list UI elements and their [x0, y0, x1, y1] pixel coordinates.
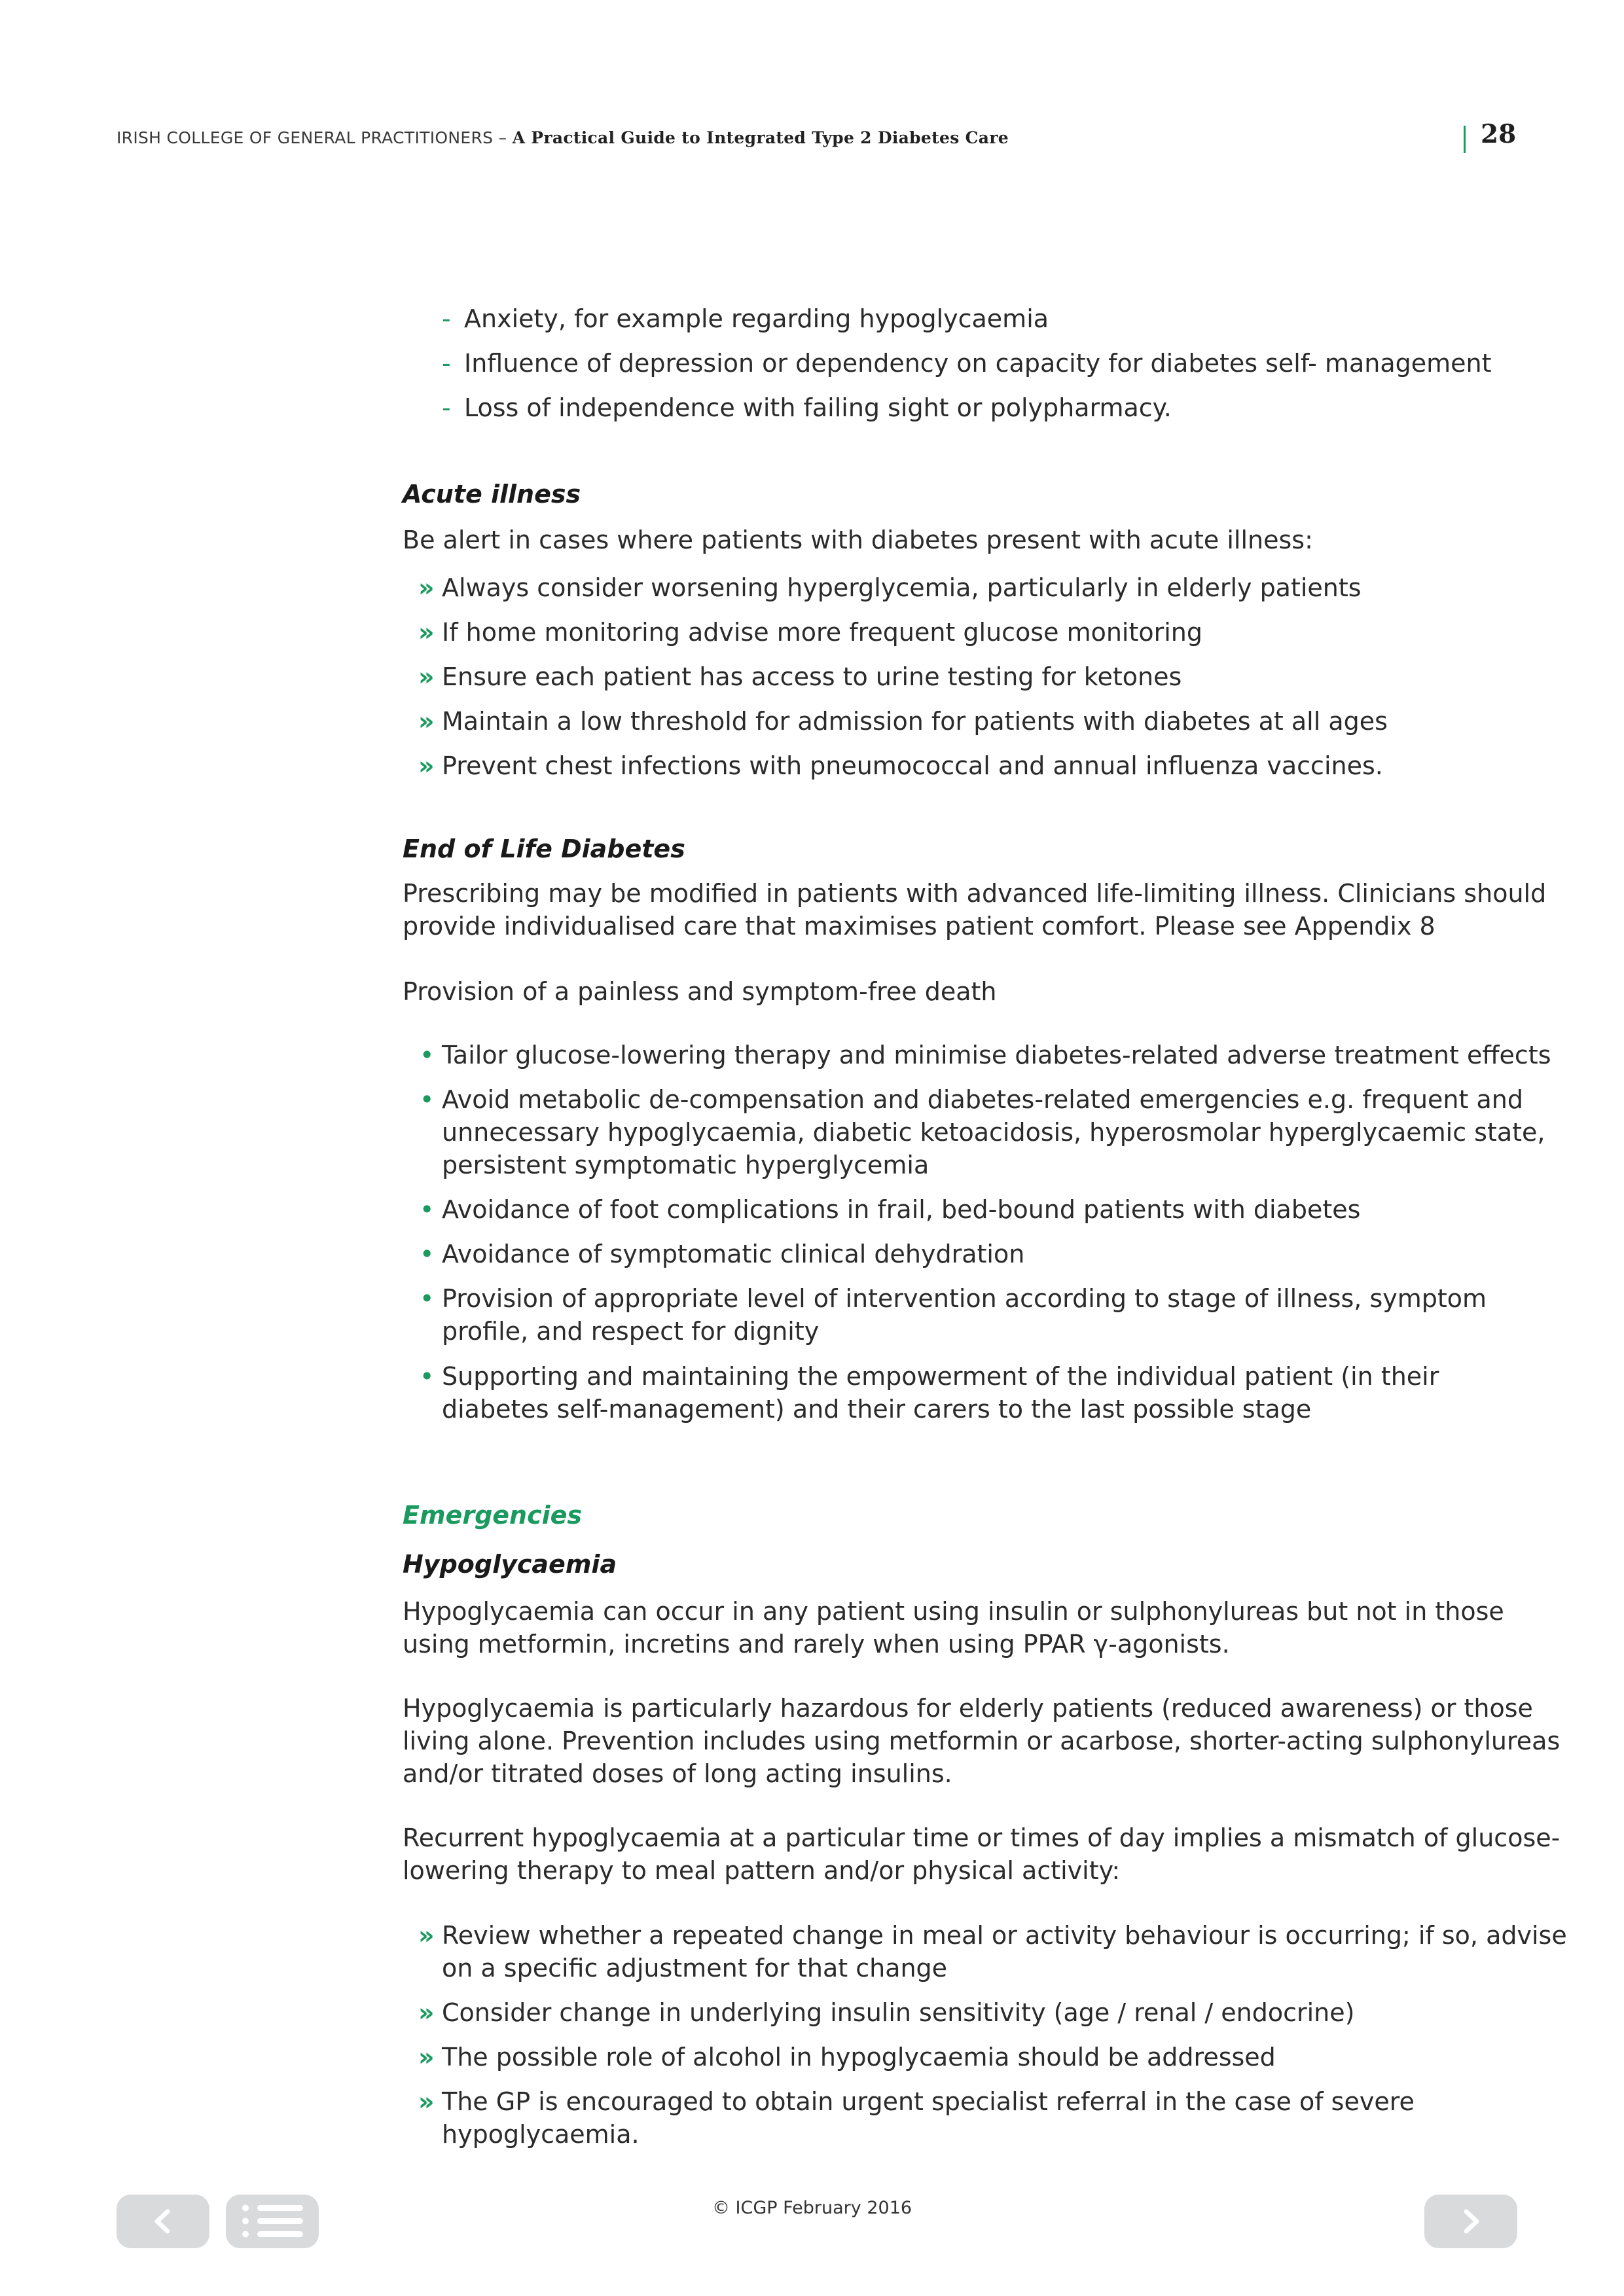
- list-item: Always consider worsening hyperglycemia, particularly in elderly patients: [442, 573, 1362, 602]
- bullet-marker: •: [420, 1284, 435, 1313]
- bullet-marker: »: [418, 2087, 435, 2116]
- list-item: Avoidance of foot complications in frail, bed-bound patients with diabetes: [442, 1195, 1361, 1224]
- chevron-right-icon: [1424, 2195, 1517, 2248]
- header-org: IRISH COLLEGE OF GENERAL PRACTITIONERS –: [117, 128, 513, 147]
- previous-page-button[interactable]: [117, 2195, 209, 2248]
- bullet-marker: »: [418, 707, 435, 736]
- bullet-marker: •: [420, 1085, 435, 1114]
- chevron-left-icon: [117, 2195, 209, 2248]
- paragraph-line: using metformin, incretins and rarely when using PPAR γ-agonists.: [403, 1630, 1230, 1659]
- list-item: Influence of depression or dependency on capacity for diabetes self- management: [464, 349, 1492, 378]
- paragraph-line: living alone. Prevention includes using metformin or acarbose, shorter-acting sulphonylureas: [403, 1727, 1561, 1755]
- bullet-marker: •: [420, 1041, 435, 1069]
- dash-marker: -: [442, 349, 451, 378]
- list-item-continued: profile, and respect for dignity: [442, 1317, 820, 1346]
- bullet-marker: »: [418, 618, 435, 647]
- bullet-marker: »: [418, 2043, 435, 2072]
- next-page-button[interactable]: [1424, 2195, 1517, 2248]
- list-item: Loss of independence with failing sight or polypharmacy.: [464, 393, 1172, 422]
- list-item-continued: unnecessary hypoglycaemia, diabetic ketoacidosis, hyperosmolar hyperglycaemic state,: [442, 1118, 1545, 1147]
- list-item: The GP is encouraged to obtain urgent specialist referral in the case of severe: [442, 2087, 1415, 2116]
- list-item: Avoidance of symptomatic clinical dehydration: [442, 1240, 1025, 1268]
- list-item-continued: diabetes self-management) and their carers to the last possible stage: [442, 1395, 1312, 1424]
- list-item: The possible role of alcohol in hypoglycaemia should be addressed: [442, 2043, 1276, 2072]
- section-heading-emergencies: Emergencies: [403, 1501, 583, 1530]
- paragraph-line: lowering therapy to meal pattern and/or physical activity:: [403, 1856, 1121, 1885]
- running-header: [117, 128, 1009, 147]
- paragraph-line: Prescribing may be modified in patients with advanced life-limiting illness. Clinicians should: [403, 879, 1547, 908]
- paragraph-line: provide individualised care that maximises patient comfort. Please see Appendix 8: [403, 912, 1435, 941]
- list-item: Provision of appropriate level of intervention according to stage of illness, symptom: [442, 1284, 1487, 1313]
- bullet-marker: »: [418, 1921, 435, 1950]
- list-item: Consider change in underlying insulin sensitivity (age / renal / endocrine): [442, 1998, 1355, 2027]
- list-item: Tailor glucose-lowering therapy and minimise diabetes-related adverse treatment effects: [442, 1041, 1551, 1069]
- section-heading-acute-illness: Acute illness: [403, 480, 581, 509]
- paragraph: Provision of a painless and symptom-free death: [403, 977, 997, 1006]
- section-heading-end-of-life: End of Life Diabetes: [403, 834, 685, 863]
- list-item: Supporting and maintaining the empowerment of the individual patient (in their: [442, 1362, 1439, 1391]
- bullet-marker: •: [420, 1195, 435, 1224]
- list-item: Ensure each patient has access to urine testing for ketones: [442, 662, 1182, 691]
- list-item: Maintain a low threshold for admission for patients with diabetes at all ages: [442, 707, 1388, 736]
- paragraph-line: Hypoglycaemia can occur in any patient using insulin or sulphonylureas but not in those: [403, 1597, 1504, 1626]
- bullet-marker: »: [418, 751, 435, 780]
- list-item: Prevent chest infections with pneumococcal and annual influenza vaccines.: [442, 751, 1383, 780]
- numbered-list-icon: [226, 2195, 319, 2248]
- bullet-marker: »: [418, 1998, 435, 2027]
- paragraph-line: and/or titrated doses of long acting insulins.: [403, 1759, 952, 1788]
- page-number-divider: [1464, 126, 1466, 153]
- bullet-marker: •: [420, 1240, 435, 1268]
- paragraph: Be alert in cases where patients with diabetes present with acute illness:: [403, 526, 1313, 554]
- subheading-hypoglycaemia: Hypoglycaemia: [403, 1550, 617, 1579]
- list-item: Anxiety, for example regarding hypoglycaemia: [464, 304, 1049, 333]
- footer-copyright: © ICGP February 2016: [712, 2198, 912, 2218]
- dash-marker: -: [442, 304, 451, 333]
- bullet-marker: »: [418, 662, 435, 691]
- page-number: 28: [1481, 119, 1517, 149]
- bullet-marker: »: [418, 573, 435, 602]
- list-item: If home monitoring advise more frequent glucose monitoring: [442, 618, 1203, 647]
- paragraph-line: Hypoglycaemia is particularly hazardous for elderly patients (reduced awareness) or those: [403, 1694, 1533, 1723]
- list-item-continued: on a specific adjustment for that change: [442, 1954, 948, 1982]
- header-guide-title: A Practical Guide to Integrated Type 2 Diabetes Care: [512, 128, 1009, 147]
- paragraph-line: Recurrent hypoglycaemia at a particular time or times of day implies a mismatch of glucose-: [403, 1823, 1561, 1852]
- list-item: Avoid metabolic de-compensation and diabetes-related emergencies e.g. frequent and: [442, 1085, 1523, 1114]
- list-item: Review whether a repeated change in meal or activity behaviour is occurring; if so, advise: [442, 1921, 1567, 1950]
- bullet-marker: •: [420, 1362, 435, 1391]
- dash-marker: -: [442, 393, 451, 422]
- list-item-continued: hypoglycaemia.: [442, 2120, 640, 2149]
- list-item-continued: persistent symptomatic hyperglycemia: [442, 1151, 929, 1179]
- contents-button[interactable]: [226, 2195, 319, 2248]
